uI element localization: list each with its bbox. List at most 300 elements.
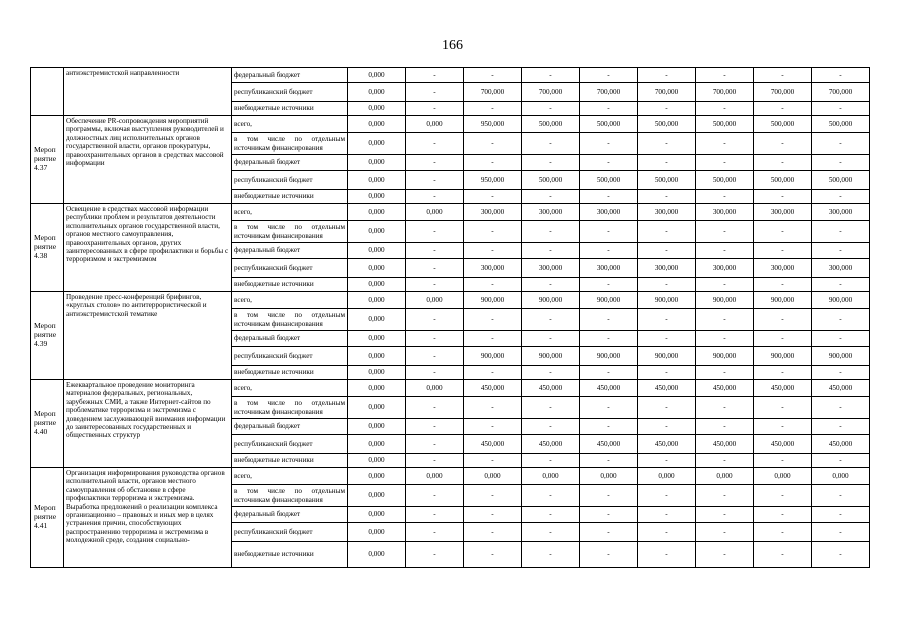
value-cell: - [464, 397, 522, 419]
value-cell: - [754, 221, 812, 243]
value-cell: - [522, 278, 580, 292]
value-cell: 0,000 [348, 507, 406, 523]
value-cell: 900,000 [812, 347, 870, 366]
value-cell: - [522, 419, 580, 435]
value-cell: 0,000 [348, 485, 406, 507]
value-cell: 0,000 [348, 347, 406, 366]
value-cell: - [754, 278, 812, 292]
measure-description: Ежеквартальное проведение мониторинга материалов федеральных, региональных, зарубежных СМИ, а также Интернет-сайтов по проблематике терроризма и экстремизма с доведением заслуживающей внимания информации до заинтересованных государственных и общественных структур [64, 380, 232, 468]
value-cell: - [696, 366, 754, 380]
value-cell: - [406, 419, 464, 435]
value-cell: 300,000 [522, 204, 580, 221]
value-cell: - [812, 507, 870, 523]
value-cell: - [638, 190, 696, 204]
value-cell: - [812, 366, 870, 380]
value-cell: - [638, 397, 696, 419]
value-cell: 500,000 [812, 171, 870, 190]
value-cell: - [464, 331, 522, 347]
value-cell: - [638, 155, 696, 171]
source-cell: внебюджетные источники [232, 278, 348, 292]
value-cell: 0,000 [348, 83, 406, 102]
value-cell: - [580, 221, 638, 243]
value-cell: - [812, 454, 870, 468]
value-cell: - [812, 331, 870, 347]
value-cell: - [638, 454, 696, 468]
value-cell: - [406, 309, 464, 331]
value-cell: - [754, 542, 812, 568]
value-cell: 300,000 [522, 259, 580, 278]
value-cell: - [638, 243, 696, 259]
value-cell: 950,000 [464, 171, 522, 190]
value-cell: 0,000 [406, 204, 464, 221]
value-cell: 500,000 [522, 171, 580, 190]
value-cell: - [406, 397, 464, 419]
value-cell: - [464, 366, 522, 380]
value-cell: - [464, 190, 522, 204]
value-cell: - [464, 278, 522, 292]
value-cell: 0,000 [348, 204, 406, 221]
value-cell: - [812, 278, 870, 292]
source-cell: республиканский бюджет [232, 171, 348, 190]
value-cell: 300,000 [696, 204, 754, 221]
value-cell: - [522, 155, 580, 171]
source-cell: федеральный бюджет [232, 507, 348, 523]
value-cell: - [696, 278, 754, 292]
value-cell: 0,000 [348, 116, 406, 133]
value-cell: - [406, 155, 464, 171]
value-cell: 0,000 [348, 155, 406, 171]
value-cell: 0,000 [580, 468, 638, 485]
value-cell: - [638, 68, 696, 83]
value-cell: - [812, 102, 870, 116]
value-cell: 0,000 [406, 468, 464, 485]
measure-description: Проведение пресс-конференций брифингов, «круглых столов» по антитеррористической и антиэкстремистской тематике [64, 292, 232, 380]
value-cell: - [638, 133, 696, 155]
value-cell: 500,000 [696, 116, 754, 133]
value-cell: 450,000 [580, 435, 638, 454]
value-cell: 300,000 [812, 259, 870, 278]
value-cell: 300,000 [638, 259, 696, 278]
value-cell: - [696, 485, 754, 507]
value-cell: 0,000 [348, 243, 406, 259]
value-cell: 0,000 [406, 380, 464, 397]
value-cell: 500,000 [638, 171, 696, 190]
measure-description: Обеспечение PR-сопровождения мероприятий программы, включая выступления руководителей и должностных лиц исполнительных органов государственной власти, органов прокуратуры, правоохранительных органов в средствах массовой информации [64, 116, 232, 204]
value-cell: 450,000 [464, 435, 522, 454]
source-cell: федеральный бюджет [232, 155, 348, 171]
value-cell: - [638, 309, 696, 331]
value-cell: 0,000 [348, 366, 406, 380]
value-cell: 700,000 [580, 83, 638, 102]
table-row [31, 468, 870, 485]
value-cell: - [754, 309, 812, 331]
value-cell: - [812, 68, 870, 83]
value-cell: - [406, 454, 464, 468]
value-cell: 900,000 [638, 292, 696, 309]
value-cell: 700,000 [754, 83, 812, 102]
value-cell: 0,000 [348, 435, 406, 454]
value-cell: 450,000 [812, 380, 870, 397]
value-cell: 0,000 [348, 542, 406, 568]
value-cell: 300,000 [464, 259, 522, 278]
value-cell: - [580, 507, 638, 523]
value-cell: - [754, 454, 812, 468]
value-cell: 0,000 [348, 278, 406, 292]
value-cell: - [812, 190, 870, 204]
source-cell: республиканский бюджет [232, 523, 348, 542]
value-cell: 0,000 [638, 468, 696, 485]
value-cell: - [696, 331, 754, 347]
value-cell: 900,000 [464, 347, 522, 366]
value-cell: - [754, 485, 812, 507]
value-cell: - [464, 102, 522, 116]
value-cell: - [754, 243, 812, 259]
value-cell: 450,000 [754, 435, 812, 454]
value-cell: - [638, 507, 696, 523]
measure-id: Мероп риятие 4.39 [31, 292, 64, 380]
value-cell: 450,000 [580, 380, 638, 397]
value-cell: - [522, 507, 580, 523]
value-cell: 0,000 [348, 523, 406, 542]
value-cell: - [464, 133, 522, 155]
value-cell: - [522, 523, 580, 542]
value-cell: - [464, 485, 522, 507]
value-cell: - [406, 68, 464, 83]
value-cell: - [464, 419, 522, 435]
value-cell: 500,000 [754, 116, 812, 133]
value-cell: - [638, 419, 696, 435]
value-cell: - [464, 68, 522, 83]
value-cell: - [464, 309, 522, 331]
value-cell: - [638, 523, 696, 542]
table-body [31, 68, 870, 568]
value-cell: - [406, 259, 464, 278]
value-cell: 450,000 [812, 435, 870, 454]
value-cell: 0,000 [348, 171, 406, 190]
source-cell: республиканский бюджет [232, 259, 348, 278]
value-cell: 0,000 [522, 468, 580, 485]
value-cell: - [638, 542, 696, 568]
value-cell: 700,000 [522, 83, 580, 102]
value-cell: - [812, 243, 870, 259]
value-cell: 300,000 [638, 204, 696, 221]
value-cell: - [638, 278, 696, 292]
table-row [31, 380, 870, 397]
value-cell: - [638, 102, 696, 116]
value-cell: 900,000 [522, 292, 580, 309]
value-cell: 450,000 [696, 435, 754, 454]
page-number: 166 [442, 38, 463, 53]
value-cell: - [638, 331, 696, 347]
value-cell: - [464, 523, 522, 542]
value-cell: - [696, 523, 754, 542]
value-cell: - [696, 155, 754, 171]
measure-description: антиэкстремистской направленности [64, 68, 232, 116]
value-cell: - [754, 523, 812, 542]
table-row [31, 204, 870, 221]
value-cell: - [696, 133, 754, 155]
value-cell: 950,000 [464, 116, 522, 133]
value-cell: 450,000 [638, 435, 696, 454]
value-cell: - [406, 171, 464, 190]
funding-table [30, 67, 870, 568]
value-cell: - [754, 133, 812, 155]
value-cell: - [522, 309, 580, 331]
value-cell: - [522, 454, 580, 468]
value-cell: - [754, 366, 812, 380]
value-cell: - [696, 68, 754, 83]
value-cell: 0,000 [406, 116, 464, 133]
value-cell: - [406, 133, 464, 155]
value-cell: - [580, 133, 638, 155]
value-cell: 700,000 [812, 83, 870, 102]
value-cell: - [406, 243, 464, 259]
value-cell: - [580, 278, 638, 292]
value-cell: 900,000 [754, 292, 812, 309]
source-cell: федеральный бюджет [232, 331, 348, 347]
value-cell: 0,000 [348, 221, 406, 243]
value-cell: - [406, 435, 464, 454]
value-cell: 900,000 [522, 347, 580, 366]
value-cell: - [812, 155, 870, 171]
value-cell: - [812, 133, 870, 155]
value-cell: - [696, 507, 754, 523]
value-cell: - [580, 397, 638, 419]
value-cell: 900,000 [696, 347, 754, 366]
value-cell: 300,000 [754, 204, 812, 221]
value-cell: - [522, 133, 580, 155]
value-cell: 500,000 [812, 116, 870, 133]
value-cell: 300,000 [580, 259, 638, 278]
value-cell: - [696, 397, 754, 419]
value-cell: - [464, 507, 522, 523]
value-cell: 500,000 [580, 171, 638, 190]
source-cell: внебюджетные источники [232, 542, 348, 568]
value-cell: 0,000 [812, 468, 870, 485]
value-cell: - [464, 243, 522, 259]
value-cell: - [696, 419, 754, 435]
source-cell: внебюджетные источники [232, 102, 348, 116]
value-cell: 450,000 [638, 380, 696, 397]
measure-description: Организация информирования руководства органов исполнительной власти, органов местного самоуправления об обстановке в сфере профилактики терроризма и экстремизма. Выработка предложений о реализации комплекса организационно – правовых и иных мер в целях устранения причин, способствующих распространению терроризма и экстремизма в молодежной среде, создания социально- [64, 468, 232, 568]
value-cell: 300,000 [812, 204, 870, 221]
value-cell: - [406, 542, 464, 568]
value-cell: - [754, 190, 812, 204]
value-cell: - [406, 102, 464, 116]
value-cell: - [406, 507, 464, 523]
value-cell: 300,000 [580, 204, 638, 221]
table-row [31, 68, 870, 83]
value-cell: 900,000 [464, 292, 522, 309]
table-row [31, 116, 870, 133]
value-cell: - [580, 366, 638, 380]
value-cell: - [696, 102, 754, 116]
value-cell: - [580, 190, 638, 204]
value-cell: 900,000 [696, 292, 754, 309]
value-cell: 0,000 [348, 380, 406, 397]
value-cell: 500,000 [638, 116, 696, 133]
source-cell: в том числе по отдельным источникам финансирования [232, 133, 348, 155]
measure-id-cell [31, 68, 64, 116]
value-cell: - [406, 485, 464, 507]
measure-id: Мероп риятие 4.41 [31, 468, 64, 568]
value-cell: 500,000 [522, 116, 580, 133]
value-cell: - [406, 278, 464, 292]
value-cell: - [696, 190, 754, 204]
value-cell: - [464, 155, 522, 171]
value-cell: 0,000 [348, 259, 406, 278]
value-cell: - [580, 243, 638, 259]
value-cell: - [522, 397, 580, 419]
value-cell: - [580, 102, 638, 116]
measure-id: Мероп риятие 4.37 [31, 116, 64, 204]
source-cell: федеральный бюджет [232, 68, 348, 83]
source-cell: в том числе по отдельным источникам финансирования [232, 397, 348, 419]
value-cell: - [754, 155, 812, 171]
source-cell: всего, [232, 204, 348, 221]
value-cell: 0,000 [348, 133, 406, 155]
value-cell: 450,000 [522, 380, 580, 397]
value-cell: 0,000 [348, 397, 406, 419]
source-cell: всего, [232, 380, 348, 397]
value-cell: 0,000 [348, 454, 406, 468]
value-cell: - [696, 221, 754, 243]
value-cell: 900,000 [812, 292, 870, 309]
value-cell: - [812, 542, 870, 568]
value-cell: 0,000 [348, 309, 406, 331]
source-cell: республиканский бюджет [232, 435, 348, 454]
value-cell: - [580, 68, 638, 83]
value-cell: - [580, 155, 638, 171]
value-cell: - [754, 507, 812, 523]
value-cell: 500,000 [580, 116, 638, 133]
value-cell: - [522, 542, 580, 568]
value-cell: 300,000 [754, 259, 812, 278]
value-cell: - [580, 331, 638, 347]
value-cell: - [406, 190, 464, 204]
value-cell: - [696, 454, 754, 468]
source-cell: в том числе по отдельным источникам финансирования [232, 309, 348, 331]
value-cell: - [580, 309, 638, 331]
value-cell: - [406, 523, 464, 542]
source-cell: всего, [232, 292, 348, 309]
value-cell: 450,000 [696, 380, 754, 397]
value-cell: 900,000 [580, 347, 638, 366]
value-cell: - [638, 221, 696, 243]
source-cell: всего, [232, 468, 348, 485]
value-cell: - [406, 331, 464, 347]
value-cell: 500,000 [696, 171, 754, 190]
value-cell: - [696, 243, 754, 259]
value-cell: 0,000 [348, 190, 406, 204]
value-cell: - [522, 331, 580, 347]
value-cell: - [522, 243, 580, 259]
value-cell: 700,000 [638, 83, 696, 102]
value-cell: 900,000 [638, 347, 696, 366]
value-cell: 0,000 [348, 292, 406, 309]
value-cell: - [406, 221, 464, 243]
table-row [31, 292, 870, 309]
value-cell: 0,000 [464, 468, 522, 485]
value-cell: 0,000 [348, 68, 406, 83]
value-cell: 500,000 [754, 171, 812, 190]
value-cell: - [522, 485, 580, 507]
value-cell: - [754, 102, 812, 116]
value-cell: 450,000 [522, 435, 580, 454]
value-cell: - [580, 419, 638, 435]
value-cell: - [812, 221, 870, 243]
value-cell: - [696, 542, 754, 568]
value-cell: - [754, 68, 812, 83]
source-cell: в том числе по отдельным источникам финансирования [232, 221, 348, 243]
source-cell: в том числе по отдельным источникам финансирования [232, 485, 348, 507]
value-cell: - [464, 542, 522, 568]
value-cell: - [406, 347, 464, 366]
value-cell: - [406, 83, 464, 102]
value-cell: - [464, 454, 522, 468]
value-cell: - [754, 331, 812, 347]
value-cell: - [580, 454, 638, 468]
value-cell: 0,000 [348, 102, 406, 116]
value-cell: 0,000 [406, 292, 464, 309]
value-cell: 300,000 [464, 204, 522, 221]
value-cell: - [812, 309, 870, 331]
value-cell: - [522, 366, 580, 380]
value-cell: 0,000 [348, 331, 406, 347]
measure-description: Освещение в средствах массовой информации республики проблем и результатов деятельности исполнительных органов государственной власти, органов местного самоуправления, правоохранительных органов, других заинтересованных в сфере профилактики и борьбы с терроризмом и экстремизмом [64, 204, 232, 292]
value-cell: - [522, 68, 580, 83]
value-cell: 900,000 [580, 292, 638, 309]
value-cell: - [580, 542, 638, 568]
value-cell: - [812, 485, 870, 507]
source-cell: всего, [232, 116, 348, 133]
value-cell: - [638, 485, 696, 507]
value-cell: - [812, 397, 870, 419]
source-cell: внебюджетные источники [232, 366, 348, 380]
value-cell: 300,000 [696, 259, 754, 278]
value-cell: 0,000 [696, 468, 754, 485]
source-cell: внебюджетные источники [232, 190, 348, 204]
value-cell: - [522, 190, 580, 204]
value-cell: 0,000 [754, 468, 812, 485]
value-cell: - [812, 523, 870, 542]
source-cell: федеральный бюджет [232, 419, 348, 435]
value-cell: 700,000 [464, 83, 522, 102]
measure-id: Мероп риятие 4.40 [31, 380, 64, 468]
value-cell: 700,000 [696, 83, 754, 102]
value-cell: - [580, 523, 638, 542]
value-cell: - [464, 221, 522, 243]
value-cell: 450,000 [754, 380, 812, 397]
value-cell: 0,000 [348, 468, 406, 485]
value-cell: - [696, 309, 754, 331]
value-cell: 450,000 [464, 380, 522, 397]
value-cell: - [406, 366, 464, 380]
value-cell: - [522, 221, 580, 243]
value-cell: - [754, 397, 812, 419]
value-cell: 0,000 [348, 419, 406, 435]
value-cell: - [522, 102, 580, 116]
value-cell: 900,000 [754, 347, 812, 366]
value-cell: - [754, 419, 812, 435]
source-cell: внебюджетные источники [232, 454, 348, 468]
measure-id: Мероп риятие 4.38 [31, 204, 64, 292]
value-cell: - [638, 366, 696, 380]
source-cell: республиканский бюджет [232, 83, 348, 102]
source-cell: федеральный бюджет [232, 243, 348, 259]
source-cell: республиканский бюджет [232, 347, 348, 366]
value-cell: - [580, 485, 638, 507]
